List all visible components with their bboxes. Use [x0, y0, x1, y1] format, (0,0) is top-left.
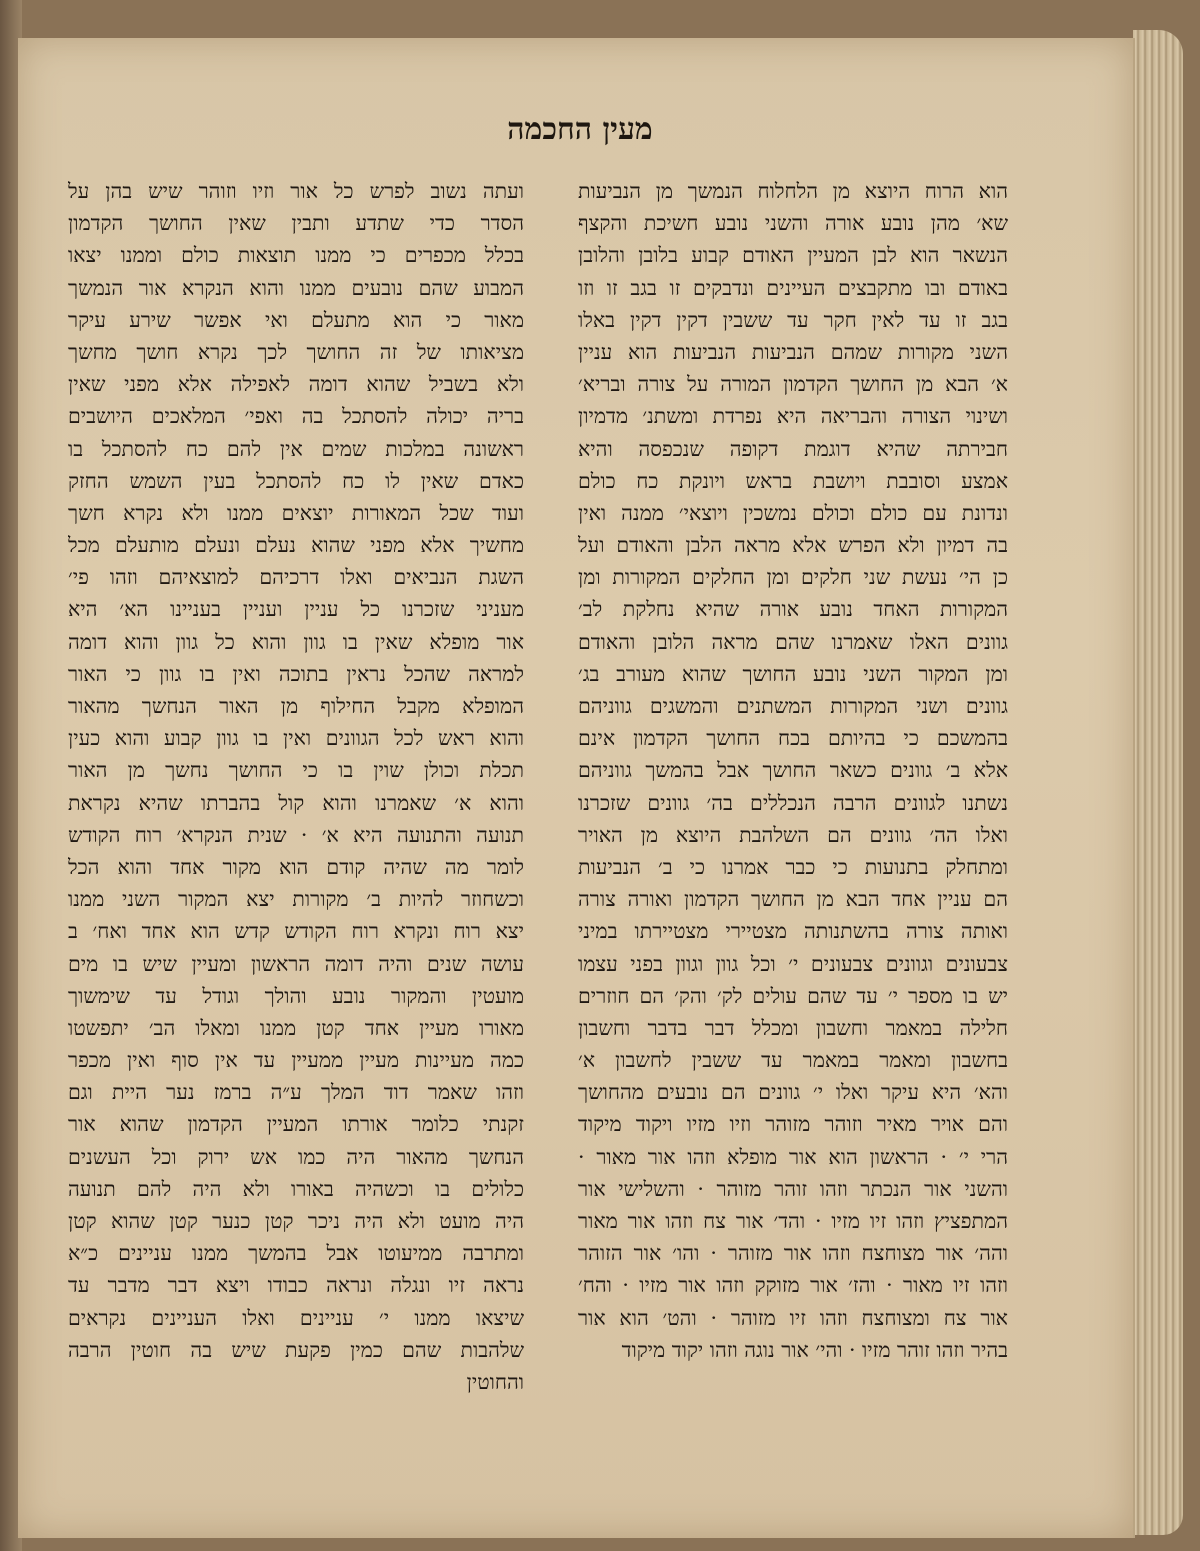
- text-line: והחוטין: [466, 1369, 524, 1394]
- text-line: שלהבות שהם כמין פקעת שיש בה חוטין הרבה: [68, 1337, 524, 1362]
- text-line: א׳ הבא מן החושך הקדמון המורה על צורה ובריא׳: [578, 372, 1008, 397]
- text-line: בכלל מכפרים כי ממנו תוצאות כולם וממנו יצאו: [68, 243, 524, 268]
- text-line: ואלו הה׳ גוונים הם השלהבת היוצא מן האויר: [578, 822, 1008, 847]
- text-line: לומר מה שהיה קודם הוא מקור אחד והוא הכל: [68, 854, 524, 879]
- text-line: היה מועט ולא היה ניכר קטן כנער קטן שהוא קטן: [68, 1209, 524, 1233]
- text-line: כלולים בו וכשהיה באורו ולא היה להם תנועה: [68, 1176, 524, 1201]
- text-line: הרי י׳ · הראשון הוא אור מופלא וזהו אור מאור ·: [578, 1144, 1008, 1169]
- text-line: בחשבון ומאמר במאמר עד ששבין לחשבון א׳: [578, 1048, 1008, 1073]
- text-line: המבוע שהם נובעים ממנו והוא הנקרא אור הנמשך: [68, 275, 524, 300]
- text-line: אמצע וסובבת ויושבת בראש ויונקת כח כולם: [578, 468, 1008, 493]
- text-line: כן הי׳ נעשת שני חלקים ומן החלקים המקורות ומן: [578, 565, 1008, 590]
- text-line: הוא הרוח היוצא מן הלחלוח הנמשך מן הנביעות: [578, 179, 1008, 203]
- text-line: ומן המקור השני נובע החושך שהוא מעורב בג׳: [578, 661, 1008, 686]
- text-line: בריה יכולה להסתכל בה ואפי׳ המלאכים היושבים: [68, 404, 524, 429]
- text-line: וזהו שאמר דוד המלך ע״ה ברמז נער היית וגם: [68, 1080, 524, 1105]
- text-line: כמה מעיינות מעיין ממעיין עד אין סוף ואין מכפר: [68, 1048, 524, 1073]
- text-line: אלא ב׳ גוונים כשאר החושך אבל בהמשך גווניהם: [578, 758, 1008, 783]
- text-line: צבעונים וגוונים צבעונים י׳ וכל גוון וגוון בפני עצמו: [578, 951, 1008, 976]
- text-line: וכשחוזר להיות ב׳ מקורות יצא המקור השני ממנו: [68, 887, 524, 912]
- text-line: תנועה והתנועה היא א׳ · שנית הנקרא׳ רוח הקודש: [68, 822, 524, 847]
- text-line: חלילה במאמר וחשבון ומכלל דבר בדבר וחשבון: [578, 1015, 1008, 1040]
- text-line: חבירתה שהיא דוגמת דקופה שנכפסה והיא: [578, 436, 1008, 461]
- right-text-column: [578, 175, 1008, 1366]
- text-line: ולא בשביל שהוא דומה לאפילה אלא מפני שאין: [68, 372, 524, 397]
- text-line: יש בו מספר י׳ עד שהם עולים לק׳ והק׳ הם חוזרים: [578, 983, 1008, 1008]
- text-line: והשני אור הנכתר וזהו זוהר מזוהר · והשלישי אור: [578, 1176, 1008, 1201]
- text-line: והם אויר מאיר וזוהר מזוהר וזיו מזיו ויקוד מיקוד: [578, 1112, 1008, 1137]
- text-line: ואותה צורה בהשתנותה מצטיירי מצטיירתו במיני: [578, 919, 1008, 944]
- running-header: מעין החכמה: [507, 112, 653, 147]
- text-line: כאדם שאין לו כח להסתכל בעין השמש החזק: [68, 468, 524, 493]
- text-line: והוא א׳ שאמרנו והוא קול בהברתו שהיא נקראת: [68, 790, 524, 815]
- text-line: שיצאו ממנו י׳ עניינים ואלו העניינים נקראים: [68, 1305, 524, 1330]
- text-line: שא׳ מהן נובע אורה והשני נובע חשיכת והקצף: [578, 211, 1008, 236]
- text-line: מחשיך אלא מפני שהוא נעלם ונעלם מותעלם מכל: [68, 533, 524, 558]
- text-line: נראה זיו ונגלה ונראה כבודו ויצא דבר מדבר עד: [68, 1273, 524, 1298]
- text-line: ושינוי הצורה והבריאה היא נפרדת ומשתנ׳ מדמיון: [578, 404, 1008, 429]
- text-line: למראה שהכל נראין בתוכה ואין בו גוון כי האור: [68, 661, 524, 686]
- text-line: ונדונת עם כולם וכולם נמשכין ויוצאי׳ ממנה ואין: [578, 500, 1008, 525]
- text-line: והא׳ היא עיקר ואלו י׳ גוונים הם נובעים מהחושך: [578, 1080, 1008, 1105]
- text-line: מאורו מעיין אחד קטן ממנו ומאלו הב׳ יתפשטו: [68, 1015, 524, 1040]
- text-line: וזהו זיו מאור · והז׳ אור מזוקק וזהו אור מזיו · והח׳: [578, 1273, 1008, 1298]
- text-line: בגב זו עד לאין חקר עד ששבין דקין דקין באלו: [578, 307, 1008, 332]
- text-line: המופלא מקבל החילוף מן האור הנחשך מהאור: [68, 694, 524, 718]
- text-line: ראשונה במלכות שמים אין להם כח להסתכל בו: [68, 436, 524, 461]
- text-line: גוונים האלו שאמרנו שהם מראה הלובן והאודם: [578, 629, 1008, 654]
- text-line: יצא רוח ונקרא רוח הקודש קדש הוא אחד ואח׳ ב: [68, 919, 524, 944]
- text-line: מעניני שזכרנו כל עניין ועניין בעניינו הא׳ היא: [68, 597, 524, 622]
- text-line: והוא ראש לכל הגוונים ואין בו גוון קבוע והוא כעין: [68, 726, 524, 751]
- text-line: בה דמיון ולא הפרש אלא מראה הלבן והאודם ועל: [578, 533, 1008, 558]
- text-line: ועוד שכל המאורות יוצאים ממנו ולא נקרא חשך: [68, 500, 524, 525]
- text-line: תכלת וכולן שוין בו כי החושך נחשך מן האור: [68, 758, 524, 783]
- text-line: בהיר וזהו זוהר מזיו · והי׳ אור נוגה וזהו יקוד מיקוד: [621, 1337, 1008, 1362]
- text-line: הנשאר הוא לבן המעיין האודם קבוע בלובן והלובן: [578, 243, 1008, 268]
- text-line: בהמשכם כי בהיותם בכח החושך הקדמון אינם: [578, 726, 1008, 751]
- text-line: מועטין והמקור נובע והולך וגודל עד שימשוך: [68, 983, 524, 1008]
- text-line: הסדר כדי שתדע ותבין שאין החושך הקדמון: [68, 211, 524, 236]
- text-line: אור צח ומצוחצח וזהו זיו מזוהר · והט׳ הוא אור: [578, 1305, 1008, 1330]
- text-line: המקורות האחד נובע אורה שהיא נחלקת לב׳: [578, 597, 1008, 622]
- text-line: והה׳ אור מצוחצח וזהו אור מזוהר · והו׳ אור הזוהר: [578, 1241, 1008, 1266]
- text-line: השני מקורות שמהם הנביעות הנביעות הוא עניין: [578, 339, 1008, 364]
- text-line: השגת הנביאים ואלו דרכיהם למוצאיהם וזהו פי׳: [68, 565, 524, 590]
- text-line: באודם ובו מתקבצים העיינים ונדבקים זו בגב זו וזו: [578, 275, 1008, 300]
- text-line: ומתרבה ממיעוטו אבל בהמשך ממנו עניינים כ״א: [68, 1241, 524, 1266]
- text-line: זקנתי כלומר אורתו המעיין הקדמון שהוא אור: [68, 1112, 524, 1137]
- text-line: נשתנו לגוונים הרבה הנכללים בה׳ גוונים שזכרנו: [578, 790, 1008, 815]
- text-line: הנחשך מהאור היה כמו אש ירוק וכל העשנים: [68, 1144, 524, 1169]
- text-line: ועתה נשוב לפרש כל אור וזיו וזוהר שיש בהן על: [68, 179, 524, 203]
- text-line: הם עניין אחד הבא מן החושך הקדמון ואורה צורה: [578, 887, 1008, 912]
- text-line: מאור כי הוא מתעלם ואי אפשר שירע עיקר: [68, 307, 524, 332]
- page-edges: [1133, 30, 1183, 1535]
- text-line: אור מופלא שאין בו גוון והוא כל גוון והוא דומה: [68, 629, 524, 654]
- text-line: גוונים ושני המקורות המשתנים והמשגים גווניהם: [578, 694, 1008, 718]
- text-line: המתפציץ וזהו זיו מזיו · והד׳ אור צח וזהו אור מאור: [578, 1209, 1008, 1233]
- left-text-column: [68, 175, 524, 1398]
- text-line: עושה שנים והיה דומה הראשון ומעיין שיש בו מים: [68, 951, 524, 976]
- text-line: ומתחלק בתנועות כי כבר אמרנו כי ב׳ הנביעות: [578, 854, 1008, 879]
- text-line: מציאותו של זה החושך לכך נקרא חושך מחשך: [68, 339, 524, 364]
